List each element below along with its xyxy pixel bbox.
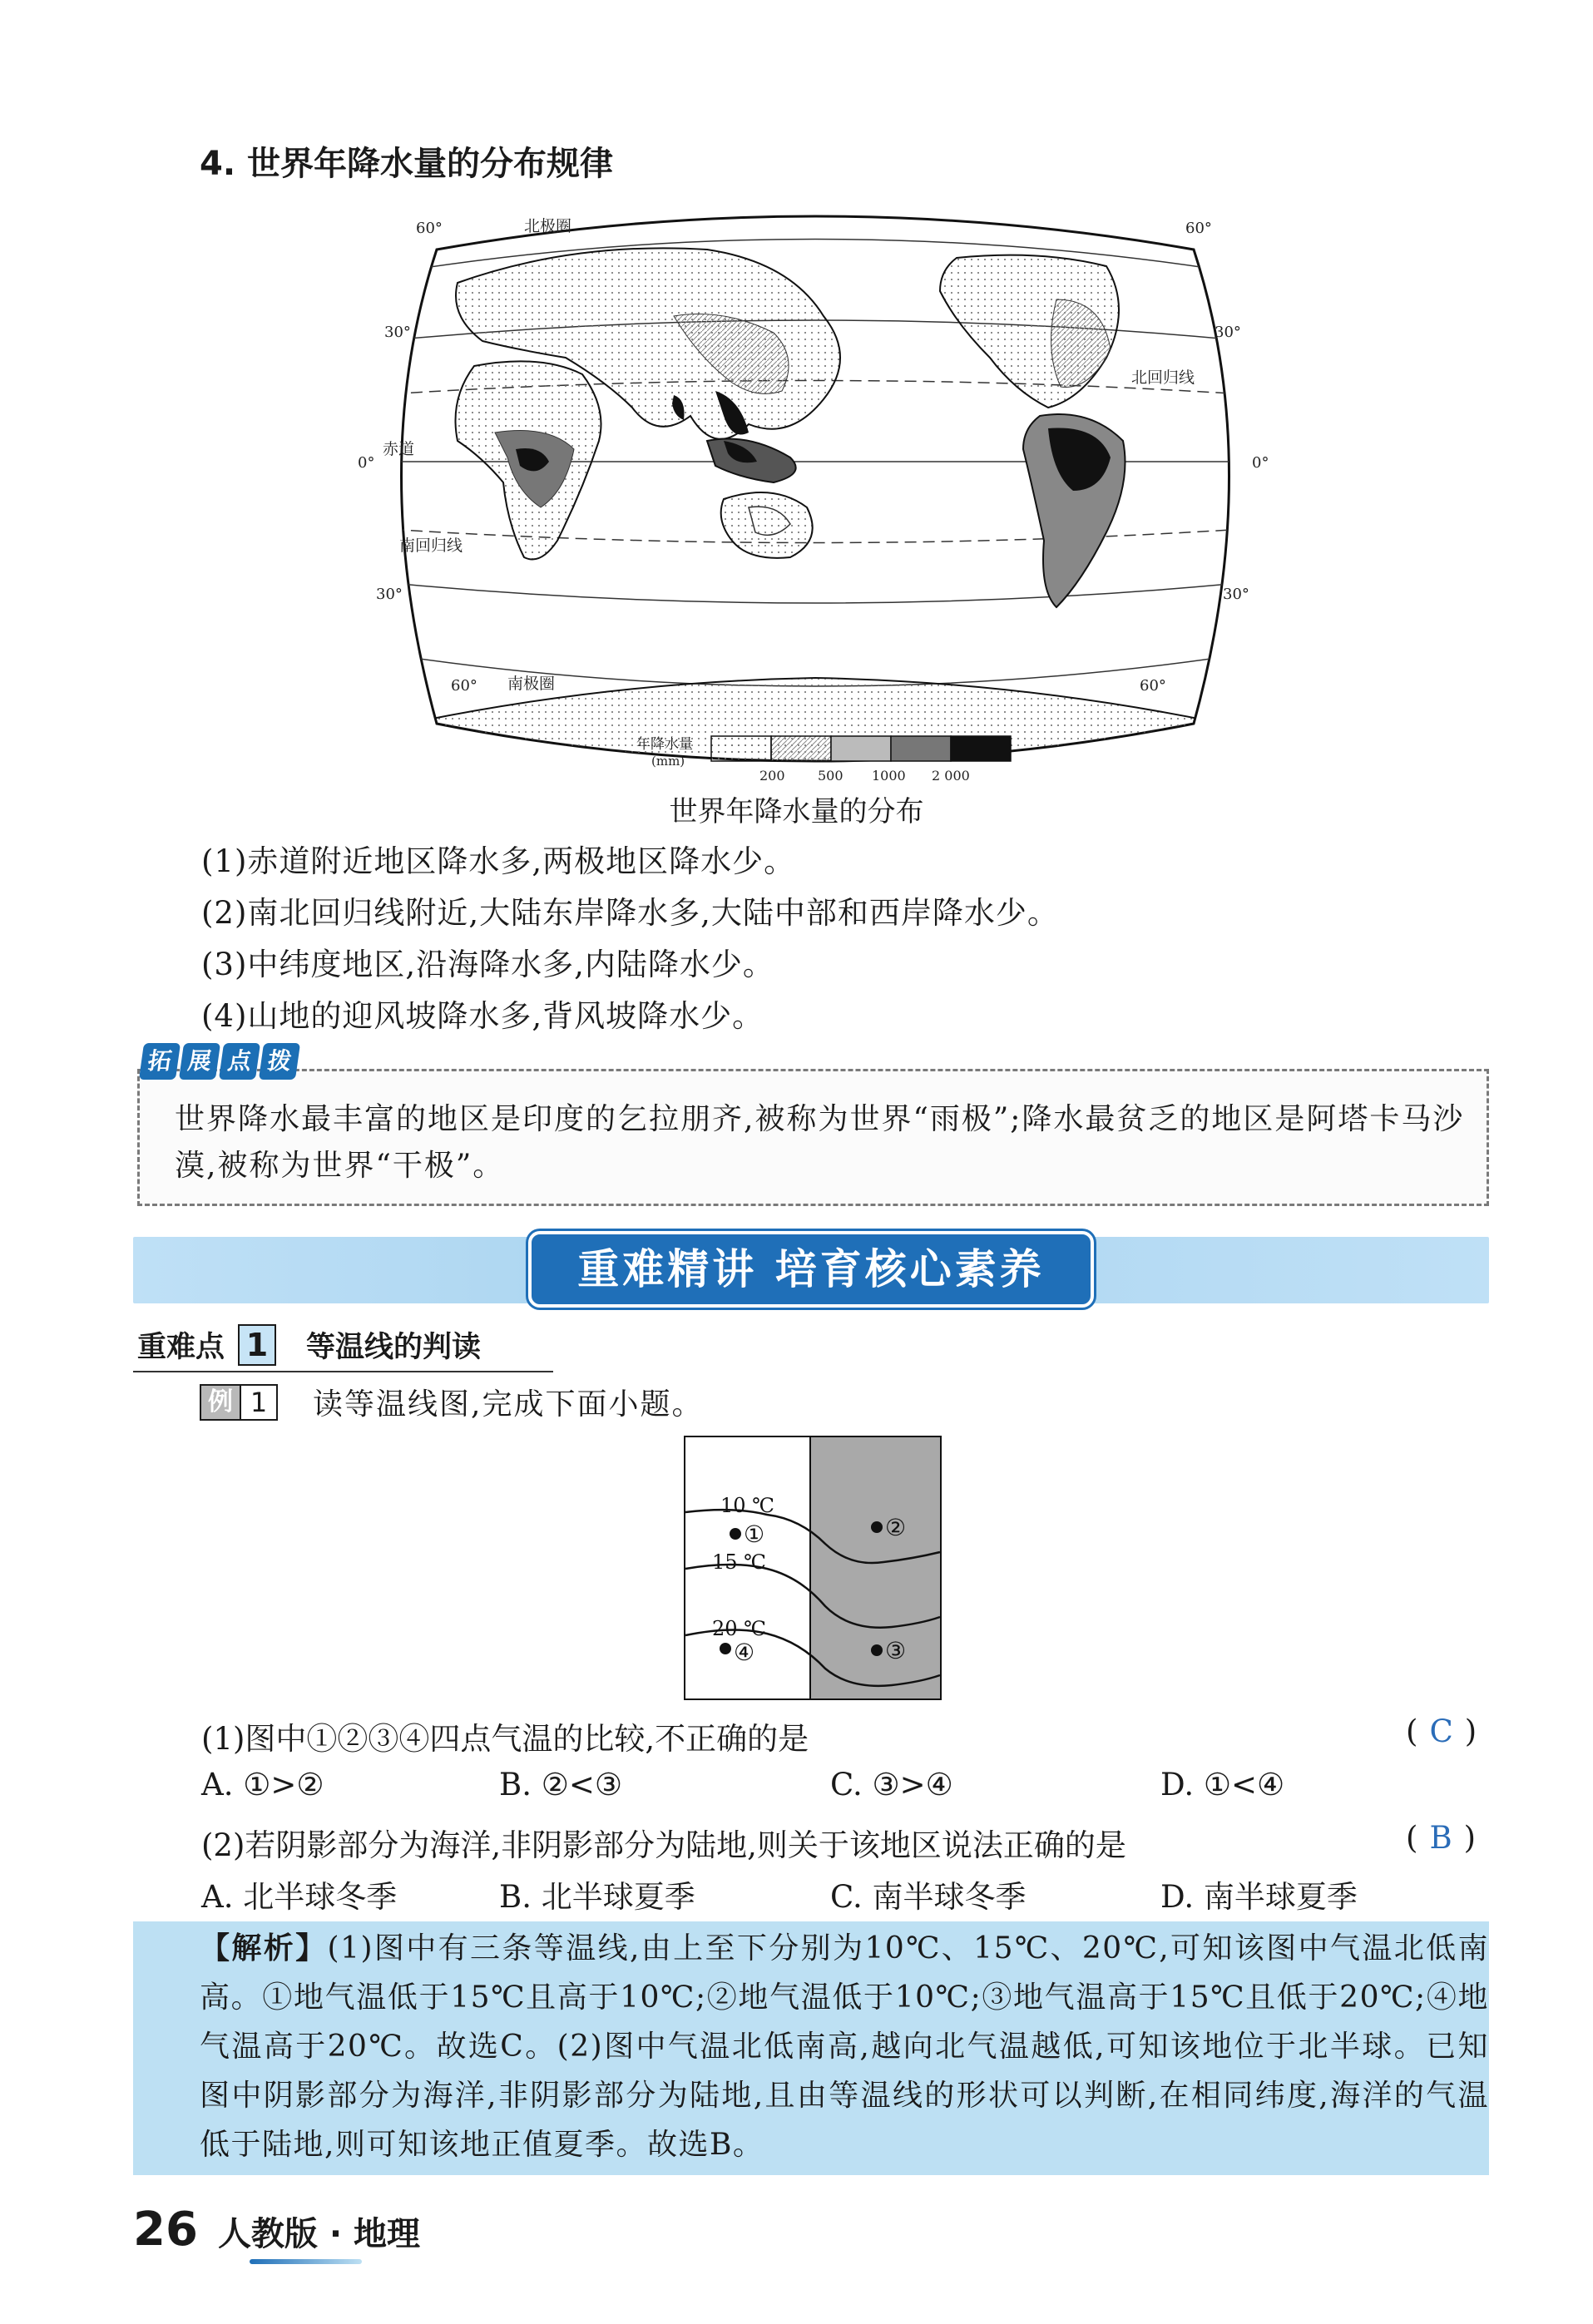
legend-box-3	[831, 736, 891, 761]
analysis-body: (1)图中有三条等温线,由上至下分别为10℃、15℃、20℃,可知该图中气温北低南高。①地气温低于15℃且高于10℃;②地气温低于10℃;③地气温高于15℃且低于20℃;④地气温高于20℃。故选C。(2)图中气温北低南高,越向北气温越低,可知该地位于北半球。已知图中阴影部分为海洋,非阴影部分为陆地,且由等温线的形状可以判断,在相同纬度,海洋的气温低于陆地,则可知该地正值夏季。故选B。	[200, 1931, 1489, 2162]
legend-title: 年降水量	[636, 736, 693, 753]
rules-list	[201, 836, 1059, 1042]
rule-item: (4)山地的迎风坡降水多,背风坡降水少。	[201, 998, 764, 1034]
tip-text: 世界降水最丰富的地区是印度的乞拉朋齐,被称为世界“雨极”;降水最贫乏的地区是阿塔卡马沙漠,被称为世界“干极”。	[175, 1102, 1465, 1183]
q1-option-b: B. ②<③	[499, 1767, 623, 1802]
tip-label-char: 点	[219, 1043, 260, 1080]
legend-tick-200: 200	[759, 768, 785, 784]
cancer-label: 北回归线	[1131, 368, 1195, 387]
question-1-answer-letter: C	[1429, 1713, 1453, 1749]
arctic-label: 北极圈	[524, 217, 572, 235]
tip-label-char: 拓	[139, 1043, 181, 1080]
legend-tick-1000: 1000	[872, 768, 906, 784]
question-2-answer: ( B )	[1406, 1820, 1477, 1856]
map-caption: 世界年降水量的分布	[669, 795, 924, 828]
shaded-area	[810, 1436, 941, 1699]
analysis-tag: 【解析】	[200, 1931, 328, 1966]
antarctic-label: 南极圈	[507, 675, 556, 693]
question-1-stem: (1)图中①②③④四点气温的比较,不正确的是	[201, 1721, 809, 1757]
world-precipitation-map	[358, 191, 1273, 832]
isotherm-figure	[684, 1436, 942, 1700]
banner-title: 重难精讲 培育核心素养	[528, 1231, 1094, 1308]
lat-label-s30-right: 30°	[1223, 586, 1249, 603]
capricorn-label: 南回归线	[399, 536, 463, 555]
lat-label-n60-right: 60°	[1185, 220, 1212, 237]
key-point-title: 等温线的判读	[306, 1331, 482, 1364]
lat-label-eq-right: 0°	[1252, 454, 1269, 472]
q2-option-b: B. 北半球夏季	[499, 1879, 695, 1915]
point-4-label: ④	[734, 1639, 755, 1666]
page-footer	[133, 2203, 420, 2257]
example-badge-label: 例	[201, 1386, 240, 1419]
q2-option-c: C. 南半球冬季	[830, 1879, 1027, 1915]
key-point-label: 重难点	[137, 1331, 225, 1364]
question-2-stem: (2)若阴影部分为海洋,非阴影部分为陆地,则关于该地区说法正确的是	[201, 1827, 1126, 1863]
legend-unit: (mm)	[651, 754, 685, 769]
legend-tick-2000: 2 000	[932, 768, 970, 784]
equator-label: 赤道	[383, 440, 415, 458]
lat-label-s60-left: 60°	[451, 677, 477, 695]
rule-item: (3)中纬度地区,沿海降水多,内陆降水少。	[201, 947, 774, 982]
lat-label-s30-left: 30°	[376, 586, 403, 603]
section-heading: 4. 世界年降水量的分布规律	[200, 145, 613, 183]
iso-label-10: 10 ℃	[720, 1494, 775, 1517]
rule-item: (1)赤道附近地区降水多,两极地区降水少。	[201, 843, 796, 879]
question-2-answer-letter: B	[1429, 1820, 1452, 1856]
lat-label-n30-right: 30°	[1215, 324, 1241, 341]
book-title: 人教版 · 地理	[217, 2215, 420, 2253]
point-2-label: ②	[885, 1514, 907, 1541]
key-point-number: 1	[238, 1324, 276, 1366]
footer-accent-bar	[250, 2259, 362, 2264]
q1-option-a: A. ①>②	[201, 1767, 324, 1802]
example-text: 读等温线图,完成下面小题。	[313, 1387, 704, 1422]
iso-label-20: 20 ℃	[712, 1617, 767, 1640]
lat-label-eq-left: 0°	[358, 454, 375, 472]
rule-item: (2)南北回归线附近,大陆东岸降水多,大陆中部和西岸降水少。	[201, 895, 1059, 931]
map-svg	[358, 191, 1273, 832]
tip-label-char: 展	[179, 1043, 220, 1080]
lat-label-n30-left: 30°	[384, 324, 411, 341]
q2-option-d: D. 南半球夏季	[1160, 1879, 1358, 1915]
isotherm-svg	[684, 1436, 942, 1700]
q1-option-c: C. ③>④	[830, 1767, 953, 1802]
point-3-label: ③	[885, 1637, 907, 1664]
legend-box-4	[891, 736, 951, 761]
q1-option-d: D. ①<④	[1160, 1767, 1285, 1802]
legend-box-1	[711, 736, 771, 761]
lat-label-s60-right: 60°	[1140, 677, 1166, 695]
legend-box-5	[951, 736, 1011, 761]
key-point-header	[137, 1324, 481, 1366]
point-2-dot	[871, 1521, 883, 1533]
example-badge	[200, 1384, 278, 1421]
lat-label-n60-left: 60°	[416, 220, 443, 237]
legend-box-2	[771, 736, 831, 761]
page-number: 26	[133, 2203, 198, 2257]
question-1-answer: ( C )	[1406, 1713, 1477, 1749]
example-header	[200, 1381, 703, 1423]
q2-option-a: A. 北半球冬季	[201, 1879, 398, 1915]
point-1-label: ①	[744, 1520, 765, 1548]
point-3-dot	[871, 1644, 883, 1656]
tip-label-char: 拨	[259, 1043, 300, 1080]
point-4-dot	[720, 1643, 731, 1654]
analysis-text	[200, 1924, 1489, 2169]
iso-label-15: 15 ℃	[712, 1550, 767, 1574]
tip-label	[141, 1043, 301, 1080]
key-point-underline	[133, 1371, 553, 1372]
legend-tick-500: 500	[818, 768, 843, 784]
example-badge-number: 1	[240, 1386, 276, 1419]
point-1-dot	[730, 1528, 741, 1540]
